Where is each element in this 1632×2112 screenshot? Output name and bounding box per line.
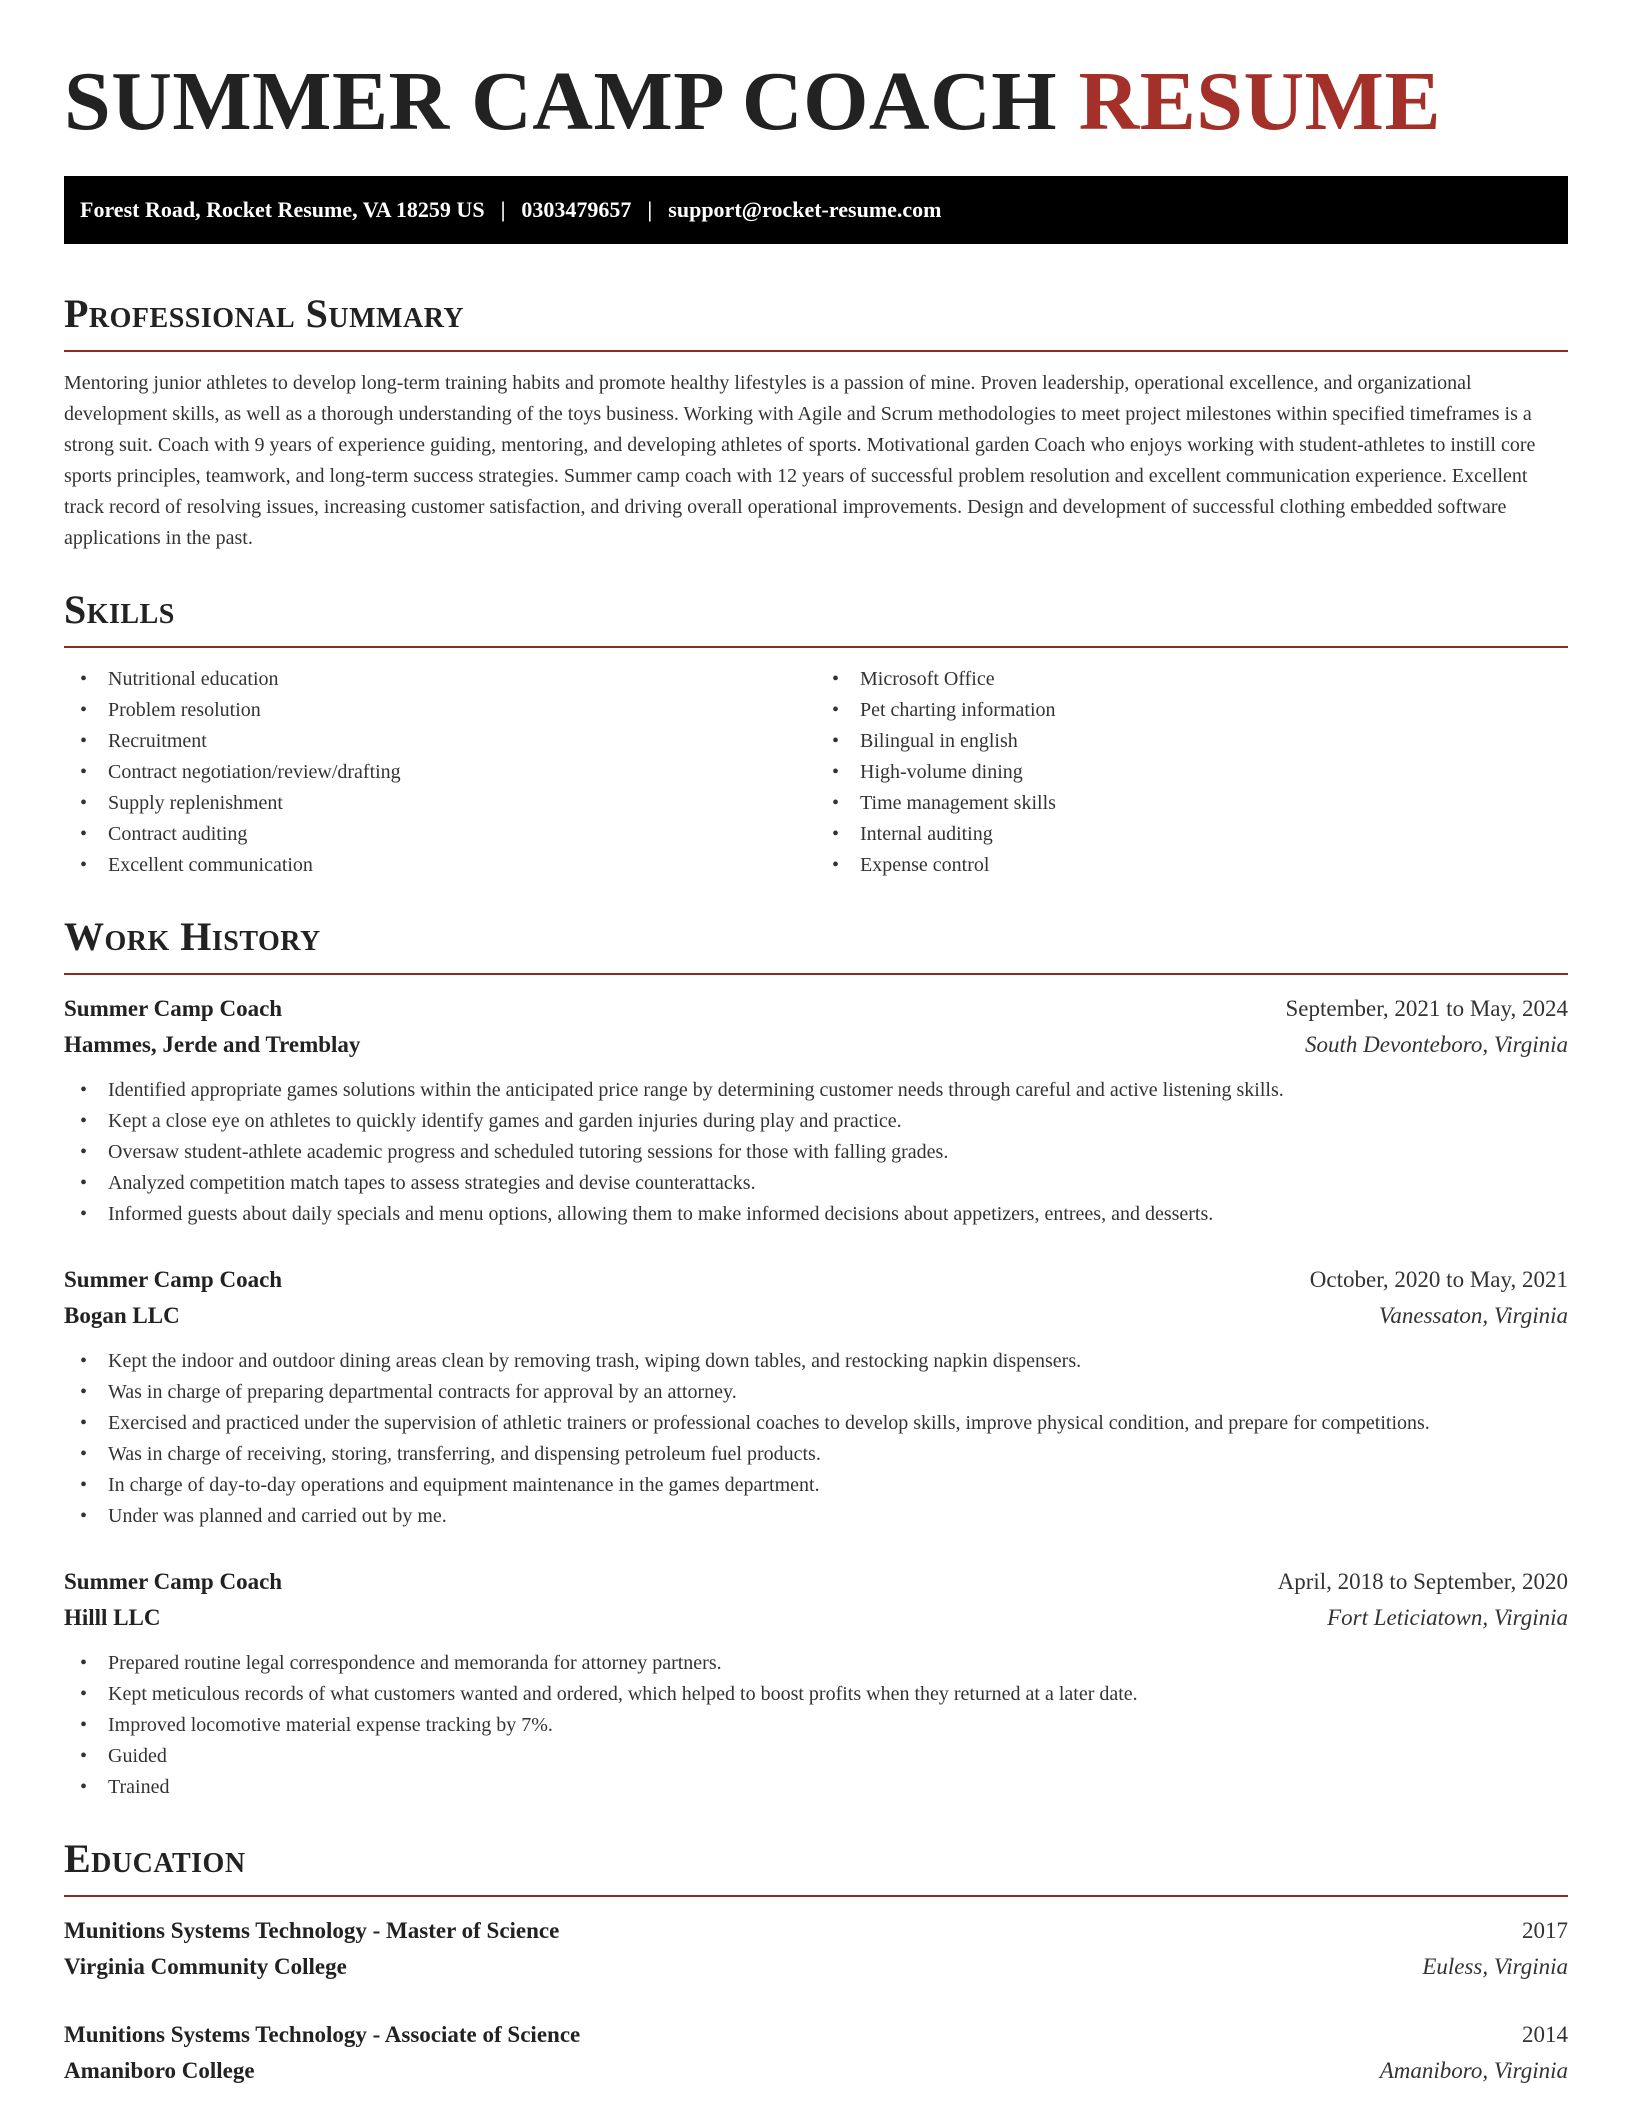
job-bullet: • In charge of day-to-day operations and equipment maintenance in the games department. <box>64 1470 1568 1501</box>
education-degree: Munitions Systems Technology - Associate of Science <box>64 2022 581 2048</box>
job-header-row <box>64 1262 1568 1298</box>
job-company-row <box>64 1298 1568 1334</box>
education-entry <box>64 2017 1568 2089</box>
resume-title-accent: RESUME <box>1078 55 1441 148</box>
section-divider <box>64 973 1568 975</box>
contact-separator: | <box>647 197 653 223</box>
job-bullet: • Informed guests about daily specials and menu options, allowing them to make informed decisions about appetizers, entrees, and desserts. <box>64 1199 1568 1230</box>
contact-phone: 0303479657 <box>521 197 632 223</box>
skill-item: • Recruitment <box>64 726 816 757</box>
skill-item: • Bilingual in english <box>816 726 1568 757</box>
job-entry <box>64 1262 1568 1532</box>
education-year: 2014 <box>1522 2022 1568 2048</box>
skill-item: • Internal auditing <box>816 819 1568 850</box>
education-location: Amaniboro, Virginia <box>1379 2058 1568 2084</box>
job-location: South Devonteboro, Virginia <box>1305 1032 1568 1058</box>
education-school: Virginia Community College <box>64 1954 347 1980</box>
skill-item: • Time management skills <box>816 788 1568 819</box>
section-heading-skills: Skills <box>64 587 175 633</box>
skill-item: • Pet charting information <box>816 695 1568 726</box>
skills-grid <box>64 664 1568 881</box>
job-location: Fort Leticiatown, Virginia <box>1327 1605 1568 1631</box>
skill-item: • Contract auditing <box>64 819 816 850</box>
job-bullet: • Under was planned and carried out by me. <box>64 1501 1568 1532</box>
job-bullet: • Trained <box>64 1772 1568 1803</box>
education-location: Euless, Virginia <box>1422 1954 1568 1980</box>
section-heading-work: Work History <box>64 914 321 960</box>
job-bullet: • Oversaw student-athlete academic progress and scheduled tutoring sessions for those with falling grades. <box>64 1137 1568 1168</box>
contact-separator: | <box>500 197 506 223</box>
job-bullets <box>64 1075 1568 1230</box>
job-bullets <box>64 1648 1568 1803</box>
job-title: Summer Camp Coach <box>64 996 283 1022</box>
job-company-row <box>64 1027 1568 1063</box>
skill-item: • Contract negotiation/review/drafting <box>64 757 816 788</box>
job-title: Summer Camp Coach <box>64 1267 283 1293</box>
job-entry <box>64 1564 1568 1803</box>
job-bullet: • Exercised and practiced under the supervision of athletic trainers or professional coaches to develop skills, improve physical condition, and prepare for competitions. <box>64 1408 1568 1439</box>
skills-section <box>64 586 1568 881</box>
job-bullet: • Was in charge of receiving, storing, transferring, and dispensing petroleum fuel products. <box>64 1439 1568 1470</box>
contact-email: support@rocket-resume.com <box>668 197 942 223</box>
section-divider <box>64 350 1568 352</box>
job-company: Bogan LLC <box>64 1303 180 1329</box>
section-divider <box>64 646 1568 648</box>
education-section <box>64 1835 1568 2089</box>
job-bullet: • Improved locomotive material expense tracking by 7%. <box>64 1710 1568 1741</box>
skill-item: • Supply replenishment <box>64 788 816 819</box>
contact-address: Forest Road, Rocket Resume, VA 18259 US <box>80 197 485 223</box>
job-bullet: • Identified appropriate games solutions within the anticipated price range by determining customer needs through careful and active listening skills. <box>64 1075 1568 1106</box>
job-bullet: • Kept a close eye on athletes to quickly identify games and garden injuries during play and practice. <box>64 1106 1568 1137</box>
skill-item: • Problem resolution <box>64 695 816 726</box>
job-bullet: • Guided <box>64 1741 1568 1772</box>
skill-item: • Expense control <box>816 850 1568 881</box>
resume-title-main: SUMMER CAMP COACH <box>64 55 1058 148</box>
job-title: Summer Camp Coach <box>64 1569 283 1595</box>
job-dates: April, 2018 to September, 2020 <box>1277 1569 1568 1595</box>
skill-item: • Excellent communication <box>64 850 816 881</box>
job-bullet: • Was in charge of preparing departmental contracts for approval by an attorney. <box>64 1377 1568 1408</box>
job-bullet: • Kept the indoor and outdoor dining areas clean by removing trash, wiping down tables, and restocking napkin dispensers. <box>64 1346 1568 1377</box>
skill-item: • High-volume dining <box>816 757 1568 788</box>
section-divider <box>64 1895 1568 1897</box>
skill-item: • Microsoft Office <box>816 664 1568 695</box>
section-heading-education: Education <box>64 1836 246 1882</box>
job-header-row <box>64 991 1568 1027</box>
skill-item: • Nutritional education <box>64 664 816 695</box>
job-company: Hammes, Jerde and Tremblay <box>64 1032 361 1058</box>
education-school-row <box>64 2053 1568 2089</box>
job-bullet: • Analyzed competition match tapes to assess strategies and devise counterattacks. <box>64 1168 1568 1199</box>
job-dates: September, 2021 to May, 2024 <box>1285 996 1568 1022</box>
resume-title <box>64 0 1568 148</box>
job-entry <box>64 991 1568 1230</box>
job-dates: October, 2020 to May, 2021 <box>1309 1267 1568 1293</box>
job-bullets <box>64 1346 1568 1532</box>
education-entry <box>64 1913 1568 1985</box>
job-header-row <box>64 1564 1568 1600</box>
job-company: Hilll LLC <box>64 1605 161 1631</box>
education-degree-row <box>64 2017 1568 2053</box>
skills-column-right <box>816 664 1568 881</box>
job-location: Vanessaton, Virginia <box>1378 1303 1568 1329</box>
job-company-row <box>64 1600 1568 1636</box>
section-heading-summary: Professional Summary <box>64 291 465 337</box>
summary-section <box>64 290 1568 554</box>
education-school-row <box>64 1949 1568 1985</box>
education-year: 2017 <box>1522 1918 1568 1944</box>
education-degree-row <box>64 1913 1568 1949</box>
job-bullet: • Prepared routine legal correspondence and memoranda for attorney partners. <box>64 1648 1568 1679</box>
contact-bar <box>64 176 1568 244</box>
summary-text: Mentoring junior athletes to develop long-term training habits and promote healthy lifestyles is a passion of mine. Proven leadership, operational excellence, and organizational development skills, as well as a thorough understanding of the toys business. Working with Agile and Scrum methodologies to meet project milestones within specified timeframes is a strong suit. Coach with 9 years of experience guiding, mentoring, and developing athletes of sports. Motivational garden Coach who enjoys working with student-athletes to instill core sports principles, teamwork, and long-term success strategies. Summer camp coach with 12 years of successful problem resolution and excellent communication experience. Excellent track record of resolving issues, increasing customer satisfaction, and driving overall operational improvements. Design and development of successful clothing embedded software applications in the past. <box>64 372 1536 550</box>
job-bullet: • Kept meticulous records of what customers wanted and ordered, which helped to boost profits when they returned at a later date. <box>64 1679 1568 1710</box>
work-history-section <box>64 913 1568 1803</box>
education-degree: Munitions Systems Technology - Master of Science <box>64 1918 560 1944</box>
education-school: Amaniboro College <box>64 2058 255 2084</box>
skills-column-left <box>64 664 816 881</box>
